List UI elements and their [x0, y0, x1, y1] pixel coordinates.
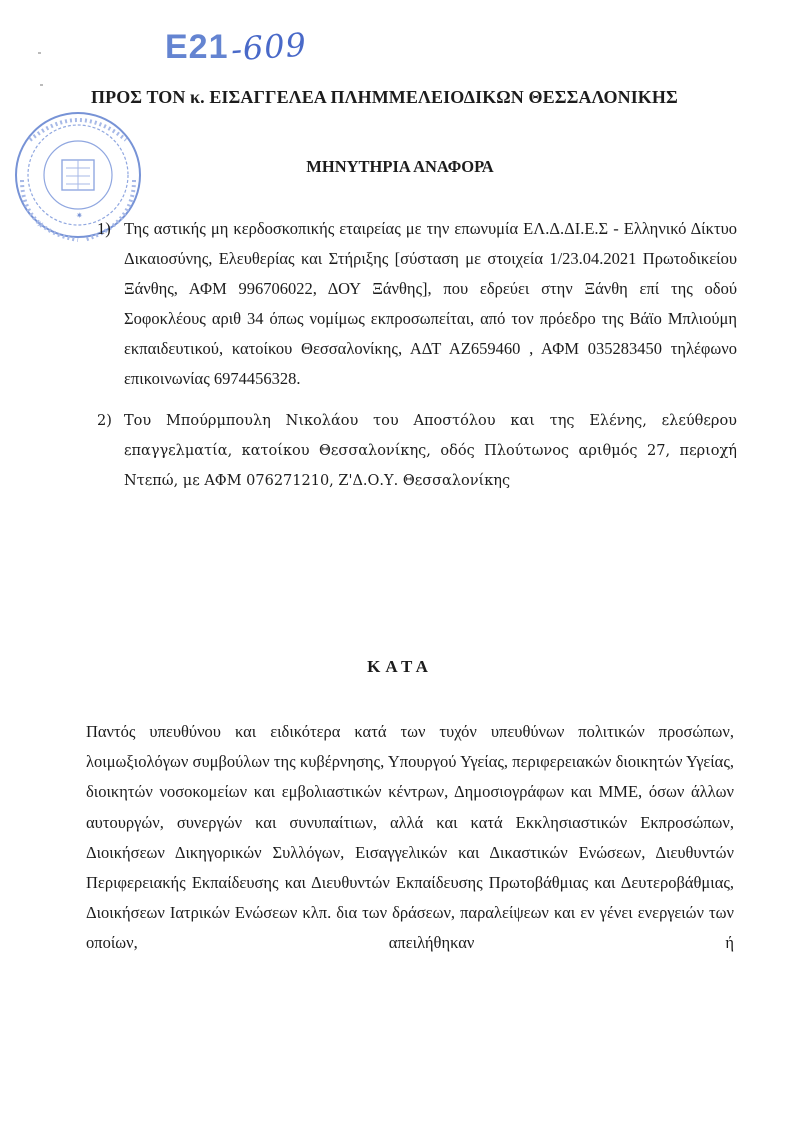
list-item: [97, 214, 737, 394]
svg-text:✶: ✶: [36, 220, 45, 231]
recipient-heading: ΠΡΟΣ ΤΟΝ κ. ΕΙΣΑΓΓΕΛΕΑ ΠΛΗΜΜΕΛΕΙΟΔΙΚΩΝ ΘΕΣΣΑΛΟΝΙΚΗΣ: [91, 87, 678, 107]
registration-stamp: [165, 25, 308, 69]
svg-text:✷: ✷: [76, 211, 83, 220]
complainants-list: [97, 214, 737, 508]
list-item-text: Της αστικής μη κερδοσκοπικής εταιρείας με την επωνυμία ΕΛ.Δ.ΔΙ.Ε.Σ - Ελληνικό Δίκτυο Δικαιοσύνης, Ελευθερίας και Στήριξης [σύσταση με στοιχεία 1/23.04.2021 Πρωτοδικείου Ξάνθης, ΑΦΜ 996706022, ΔΟΥ Ξάνθης], που εδρεύει στην Ξάνθη επί της οδού Σοφοκλέους αριθ 34 όπως νομίμως εκπροσωπείται, από τον πρόεδρο της Βάϊο Μπλιούμη εκπαιδευτικού, κατοίκου Θεσσαλονίκης, ΑΔΤ ΑΖ659460 , ΑΦΜ 035283450 τηλέφωνο επικοινωνίας 6974456328.: [124, 219, 737, 388]
scan-mark: [40, 84, 43, 86]
registration-stamp-handwritten: -609: [229, 25, 308, 69]
against-heading: ΚΑΤΑ: [367, 657, 433, 676]
list-item-text: Του Μπούρμπουλη Νικολάου του Αποστόλου και της Ελένης, ελεύθερου επαγγελματία, κατοίκου Θεσσαλονίκης, οδός Πλούτωνος αριθμός 27, περιοχή Ντεπώ, με ΑΦΜ 076271210, Ζ'Δ.Ο.Υ. Θεσσαλονίκης: [124, 413, 737, 489]
document-title-text: ΜΗΝΥΤΗΡΙΑ ΑΝΑΦΟΡΑ: [306, 157, 494, 176]
list-item-number: 1): [97, 219, 111, 238]
list-item: [97, 406, 737, 496]
body-paragraph: Παντός υπευθύνου και ειδικότερα κατά των τυχόν υπευθύνων πολιτικών προσώπων, λοιμωξιολόγων συμβούλων της κυβέρνησης, Υπουργού Υγείας, περιφερειακών διοικητών Υγείας, διοικητών νοσοκομείων και εμβολιαστικών κέντρων, Δημοσιογράφων και ΜΜΕ, όσων άλλων αυτουργών, συνεργών και συνυπαίτιων, αλλά και κατά Εκκλησιαστικών Εκπροσώπων, Διοικήσεων Δικηγορικών Συλλόγων, Εισαγγελικών και Δικαστικών Ενώσεων, Διευθυντών Περιφερειακής Εκπαίδευσης και Διευθυντών Εκπαίδευσης Πρωτοβάθμιας και Δευτεροβάθμιας, Διοικήσεων Ιατρικών Ενώσεων κλπ. δια των δράσεων, παραλείψεων και εν γένει ενεργειών των οποίων, απειλήθηκαν ή: [86, 722, 734, 953]
scan-mark: [38, 52, 41, 54]
document-title: [0, 157, 800, 177]
list-item-number: 2): [97, 413, 112, 429]
registration-stamp-printed: Ε21: [165, 28, 229, 66]
